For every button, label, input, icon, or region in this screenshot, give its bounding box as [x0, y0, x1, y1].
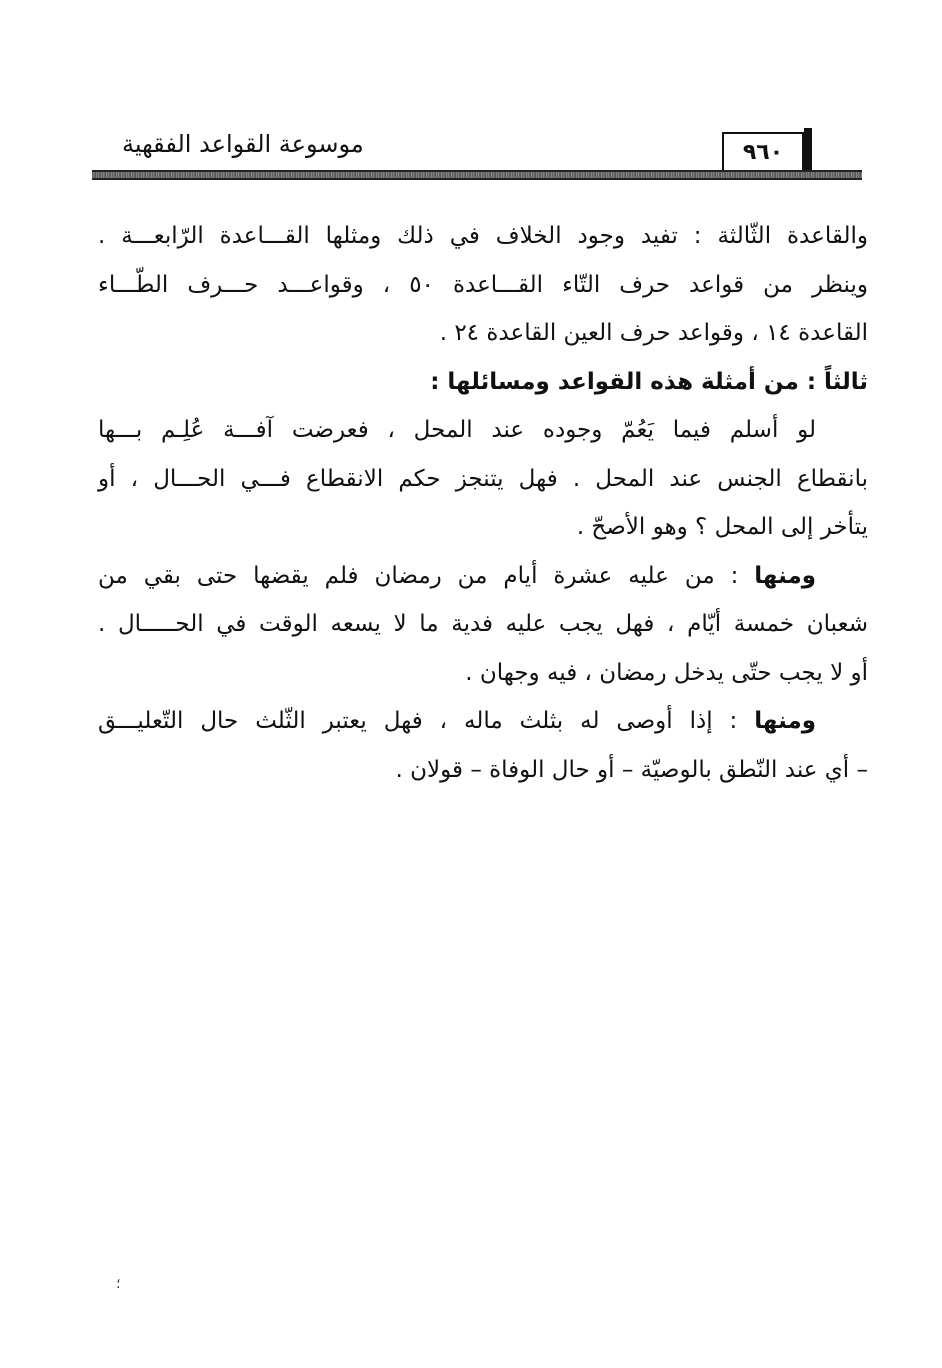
text-line: لو أسلم فيما يَعُمّ وجوده عند المحل ، فعرضت آفـــة عُلِـم بـــها	[98, 417, 816, 443]
text-line	[98, 697, 868, 746]
page-number: ٩٦٠	[722, 132, 804, 170]
text-line: بانقطاع الجنس عند المحل . فهل يتنجز حكم الانقطاع فـــي الحـــال ، أو	[98, 465, 868, 492]
example-lead: ومنها	[754, 708, 816, 734]
example-paragraph	[98, 406, 868, 552]
book-title: موسوعة القواعد الفقهية	[122, 130, 364, 158]
section-heading: ثالثاً : من أمثلة هذه القواعد ومسائلها :	[430, 368, 868, 395]
text-line: يتأخر إلى المحل ؟ وهو الأصحّ .	[576, 514, 868, 540]
text-run: : إذا أوصى له بثلث ماله ، فهل يعتبر الثّلث حال التّعليـــق	[98, 708, 755, 734]
text-line: القاعدة ١٤ ، وقواعد حرف العين القاعدة ٢٤ .	[439, 320, 868, 346]
header-rule	[92, 170, 862, 180]
page-content	[98, 212, 868, 794]
page-header	[92, 120, 862, 184]
text-run: : من عليه عشرة أيام من رمضان فلم يقضها حتى بقي من	[98, 562, 755, 589]
text-line: شعبان خمسة أيّام ، فهل يجب عليه فدية ما لا يسعه الوقت في الحـــــال .	[98, 611, 868, 637]
text-line: وينظر من قواعد حرف التّاء القـــاعدة ٥٠ ، وقواعـــد حـــرف الطّـــاء	[98, 271, 869, 298]
text-line	[98, 552, 868, 601]
footer-mark: ؛	[116, 1276, 121, 1292]
example-paragraph	[98, 552, 868, 698]
example-lead: ومنها	[754, 562, 816, 589]
intro-paragraph	[98, 212, 868, 358]
text-line: – أي عند النّطق بالوصيّة – أو حال الوفاة – قولان .	[395, 756, 868, 783]
text-line: أو لا يجب حتّى يدخل رمضان ، فيه وجهان .	[465, 659, 868, 686]
example-paragraph	[98, 697, 868, 794]
text-line: والقاعدة الثّالثة : تفيد وجود الخلاف في ذلك ومثلها القـــاعدة الرّابعـــة .	[98, 223, 868, 249]
header-bar-accent	[804, 128, 812, 170]
